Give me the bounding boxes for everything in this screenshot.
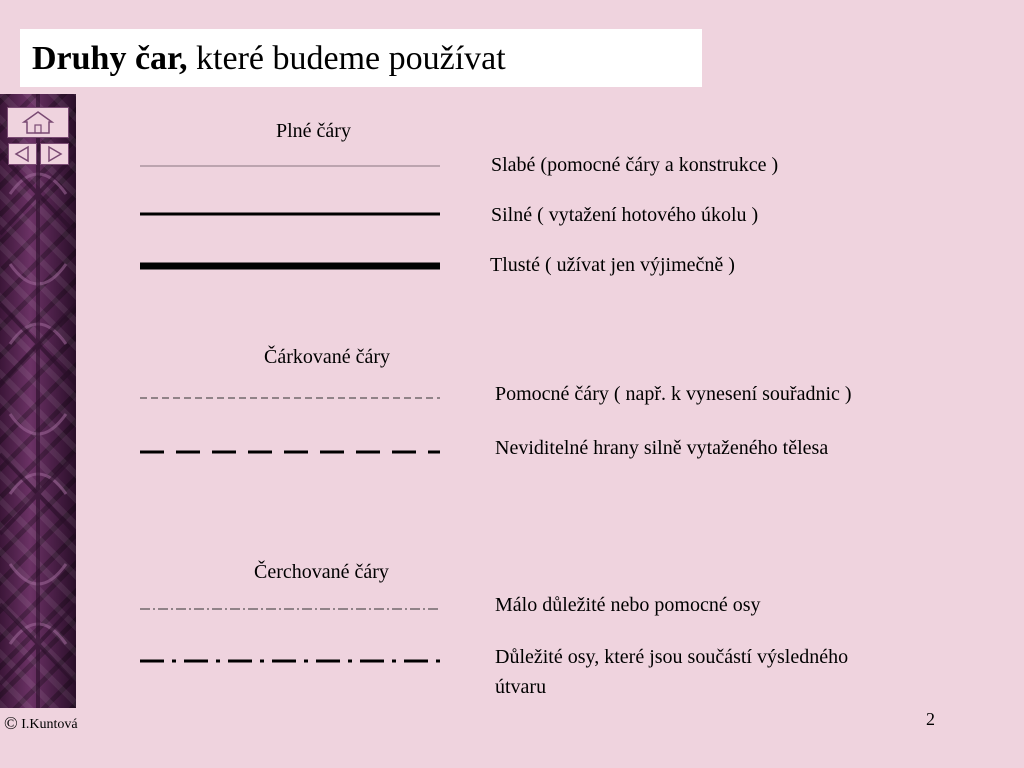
desc-solid-heavy: Tlusté ( užívat jen výjimečně ) [490, 254, 735, 276]
desc-dashed-thick: Neviditelné hrany silně vytaženého tělesa [495, 437, 829, 459]
desc-solid-thin: Slabé (pomocné čáry a konstrukce ) [491, 154, 779, 176]
desc-dashdot-thick-line2: útvaru [495, 676, 547, 698]
desc-solid-thick: Silné ( vytažení hotového úkolu ) [491, 204, 759, 226]
heading-dashdot-lines: Čerchované čáry [254, 561, 389, 583]
footer-copyright [4, 713, 78, 734]
slide-title-rest: které budeme používat [187, 40, 506, 77]
page-number: 2 [926, 709, 935, 729]
slide-title-bold: Druhy čar, [32, 40, 188, 77]
copyright-icon: © [4, 713, 18, 733]
desc-dashed-thin: Pomocné čáry ( např. k vynesení souřadnic ) [495, 383, 852, 405]
heading-dashed-lines: Čárkované čáry [264, 346, 391, 368]
heading-solid-lines: Plné čáry [276, 120, 351, 142]
desc-dashdot-thick-line1: Důležité osy, které jsou součástí výsledného [495, 646, 849, 668]
desc-dashdot-thin: Málo důležité nebo pomocné osy [495, 594, 761, 616]
author-name: I.Kuntová [17, 717, 78, 732]
